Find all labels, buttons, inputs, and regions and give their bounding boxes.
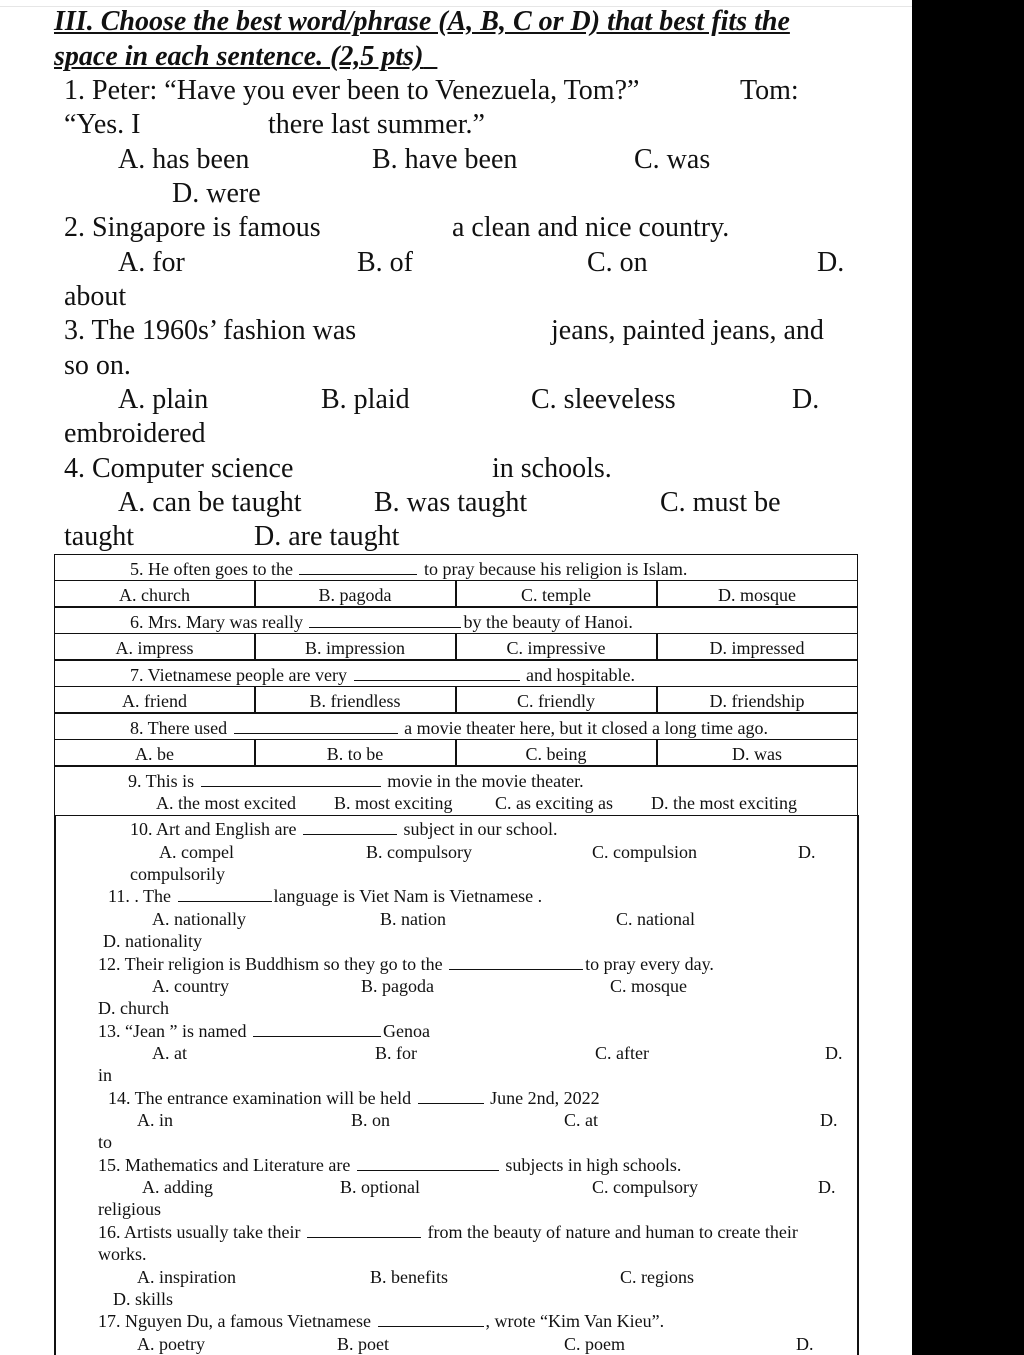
q12-option-a: A. country bbox=[152, 976, 229, 996]
q11-option-b: B. nation bbox=[380, 909, 446, 929]
q11-stem: 11. . The language is Viet Nam is Vietnamese . bbox=[108, 886, 543, 906]
q15-option-a: A. adding bbox=[142, 1177, 213, 1197]
q1-stem-tom: Tom: bbox=[740, 75, 799, 106]
q12-option-c: C. mosque bbox=[610, 976, 688, 996]
q16-option-b: B. benefits bbox=[370, 1267, 448, 1287]
q10-option-a: A. compel bbox=[159, 842, 234, 862]
q2-stem-b: a clean and nice country. bbox=[452, 212, 730, 243]
frame-right-border bbox=[857, 815, 859, 1355]
q16-stem: 16. Artists usually take their from the beauty of nature and human to create their bbox=[98, 1222, 798, 1242]
q2-stem-a: 2. Singapore is famous bbox=[64, 212, 321, 243]
q2-option-d: D. bbox=[817, 247, 845, 278]
q15-option-b: B. optional bbox=[340, 1177, 420, 1197]
q8-option-a: A. be bbox=[135, 744, 174, 764]
q1-option-a: A. has been bbox=[118, 144, 250, 175]
q7-option-b: B. friendless bbox=[309, 691, 401, 711]
q14-option-d-wrap: to bbox=[98, 1132, 113, 1152]
q4-option-a: A. can be taught bbox=[118, 487, 302, 518]
q5-option-a: A. church bbox=[119, 585, 190, 605]
q15-option-c: C. compulsory bbox=[592, 1177, 698, 1197]
q1-option-b: B. have been bbox=[372, 144, 518, 175]
q15-stem: 15. Mathematics and Literature are subjects in high schools. bbox=[98, 1155, 682, 1175]
q8-option-d: D. was bbox=[732, 744, 782, 764]
q4-stem-b: in schools. bbox=[492, 453, 612, 484]
q12-option-d: D. church bbox=[98, 998, 169, 1018]
q6-stem: 6. Mrs. Mary was really by the beauty of Hanoi. bbox=[130, 612, 633, 632]
section-title-line1: III. Choose the best word/phrase (A, B, C or D) that best fits the bbox=[54, 6, 790, 37]
q5-option-b: B. pagoda bbox=[318, 585, 392, 605]
q14-option-d: D. bbox=[820, 1110, 838, 1130]
q10-stem: 10. Art and English are subject in our school. bbox=[130, 819, 558, 839]
q15-option-d: D. bbox=[818, 1177, 836, 1197]
q5-option-d: D. mosque bbox=[718, 585, 796, 605]
q4-option-b: B. was taught bbox=[374, 487, 528, 518]
q4-option-c-wrap: taught bbox=[64, 521, 134, 552]
q1-stem-line1: 1. Peter: “Have you ever been to Venezuela, Tom?” bbox=[64, 75, 640, 106]
q4-option-c: C. must be bbox=[660, 487, 781, 518]
q3-option-b: B. plaid bbox=[321, 384, 410, 415]
q4-stem-a: 4. Computer science bbox=[64, 453, 294, 484]
q16-option-c: C. regions bbox=[620, 1267, 694, 1287]
q11-option-c: C. national bbox=[616, 909, 695, 929]
q6-option-d: D. impressed bbox=[709, 638, 805, 658]
q17-option-a: A. poetry bbox=[137, 1334, 205, 1354]
q2-option-b: B. of bbox=[357, 247, 413, 278]
q17-stem: 17. Nguyen Du, a famous Vietnamese , wrote “Kim Van Kieu”. bbox=[98, 1311, 665, 1331]
q3-stem-wrap: so on. bbox=[64, 350, 131, 381]
q10-option-d: D. bbox=[798, 842, 816, 862]
q12-stem: 12. Their religion is Buddhism so they go to the to pray every day. bbox=[98, 954, 714, 974]
q3-option-d: D. bbox=[792, 384, 820, 415]
q13-stem: 13. “Jean ” is named Genoa bbox=[98, 1021, 430, 1041]
section-title-line2: space in each sentence. (2,5 pts) bbox=[54, 41, 424, 72]
q9-option-d: D. the most exciting bbox=[651, 793, 797, 813]
q6-option-a: A. impress bbox=[115, 638, 194, 658]
q10-option-c: C. compulsion bbox=[592, 842, 698, 862]
q3-stem-b: jeans, painted jeans, and bbox=[551, 315, 824, 346]
q3-option-a: A. plain bbox=[118, 384, 209, 415]
q10-option-b: B. compulsory bbox=[366, 842, 472, 862]
q14-option-a: A. in bbox=[137, 1110, 173, 1130]
q13-option-d: D. bbox=[825, 1043, 843, 1063]
q5-stem: 5. He often goes to the to pray because his religion is Islam. bbox=[130, 559, 688, 579]
q6-option-c: C. impressive bbox=[506, 638, 606, 658]
q13-option-a: A. at bbox=[152, 1043, 187, 1063]
q1-option-c: C. was bbox=[634, 144, 711, 175]
q2-option-d-wrap: about bbox=[64, 281, 127, 312]
q3-option-c: C. sleeveless bbox=[531, 384, 676, 415]
q17-option-d: D. bbox=[796, 1334, 814, 1354]
q9-option-b: B. most exciting bbox=[334, 793, 453, 813]
q2-option-a: A. for bbox=[118, 247, 185, 278]
q11-option-a: A. nationally bbox=[152, 909, 246, 929]
q13-option-c: C. after bbox=[595, 1043, 649, 1063]
q10-option-d-wrap: compulsorily bbox=[130, 864, 225, 884]
q14-option-c: C. at bbox=[564, 1110, 598, 1130]
q17-option-c: C. poem bbox=[564, 1334, 625, 1354]
q17-option-b: B. poet bbox=[337, 1334, 389, 1354]
frame-left-border bbox=[54, 815, 56, 1355]
q6-option-b: B. impression bbox=[304, 638, 405, 658]
q16-stem-wrap: works. bbox=[98, 1244, 147, 1264]
q11-option-d: D. nationality bbox=[103, 931, 202, 951]
q2-option-c: C. on bbox=[587, 247, 648, 278]
q1-option-d: D. were bbox=[172, 178, 261, 209]
q9-option-c: C. as exciting as bbox=[495, 793, 613, 813]
q3-stem-a: 3. The 1960s’ fashion was bbox=[64, 315, 357, 346]
q14-option-b: B. on bbox=[351, 1110, 391, 1130]
q8-stem: 8. There used a movie theater here, but it closed a long time ago. bbox=[130, 718, 769, 738]
q16-option-d: D. skills bbox=[113, 1289, 174, 1309]
q7-stem: 7. Vietnamese people are very and hospitable. bbox=[130, 665, 635, 685]
q7-option-c: C. friendly bbox=[517, 691, 595, 711]
q8-option-c: C. being bbox=[525, 744, 587, 764]
q1-stem-line2a: “Yes. I bbox=[64, 109, 141, 140]
q7-option-d: D. friendship bbox=[709, 691, 805, 711]
q4-option-d: D. are taught bbox=[254, 521, 400, 552]
right-black-margin bbox=[912, 0, 1024, 1355]
q5-option-c: C. temple bbox=[521, 585, 591, 605]
q13-option-b: B. for bbox=[375, 1043, 417, 1063]
q15-option-d-wrap: religious bbox=[98, 1199, 161, 1219]
q14-stem: 14. The entrance examination will be held June 2nd, 2022 bbox=[108, 1088, 600, 1108]
q1-stem-line2b: there last summer.” bbox=[268, 109, 485, 140]
q9-stem: 9. This is movie in the movie theater. bbox=[128, 771, 584, 791]
q12-option-b: B. pagoda bbox=[361, 976, 434, 996]
q13-option-d-wrap: in bbox=[98, 1065, 113, 1085]
q3-option-d-wrap: embroidered bbox=[64, 418, 206, 449]
q9-option-a: A. the most excited bbox=[156, 793, 296, 813]
q7-option-a: A. friend bbox=[122, 691, 187, 711]
q8-option-b: B. to be bbox=[326, 744, 384, 764]
q16-option-a: A. inspiration bbox=[137, 1267, 236, 1287]
